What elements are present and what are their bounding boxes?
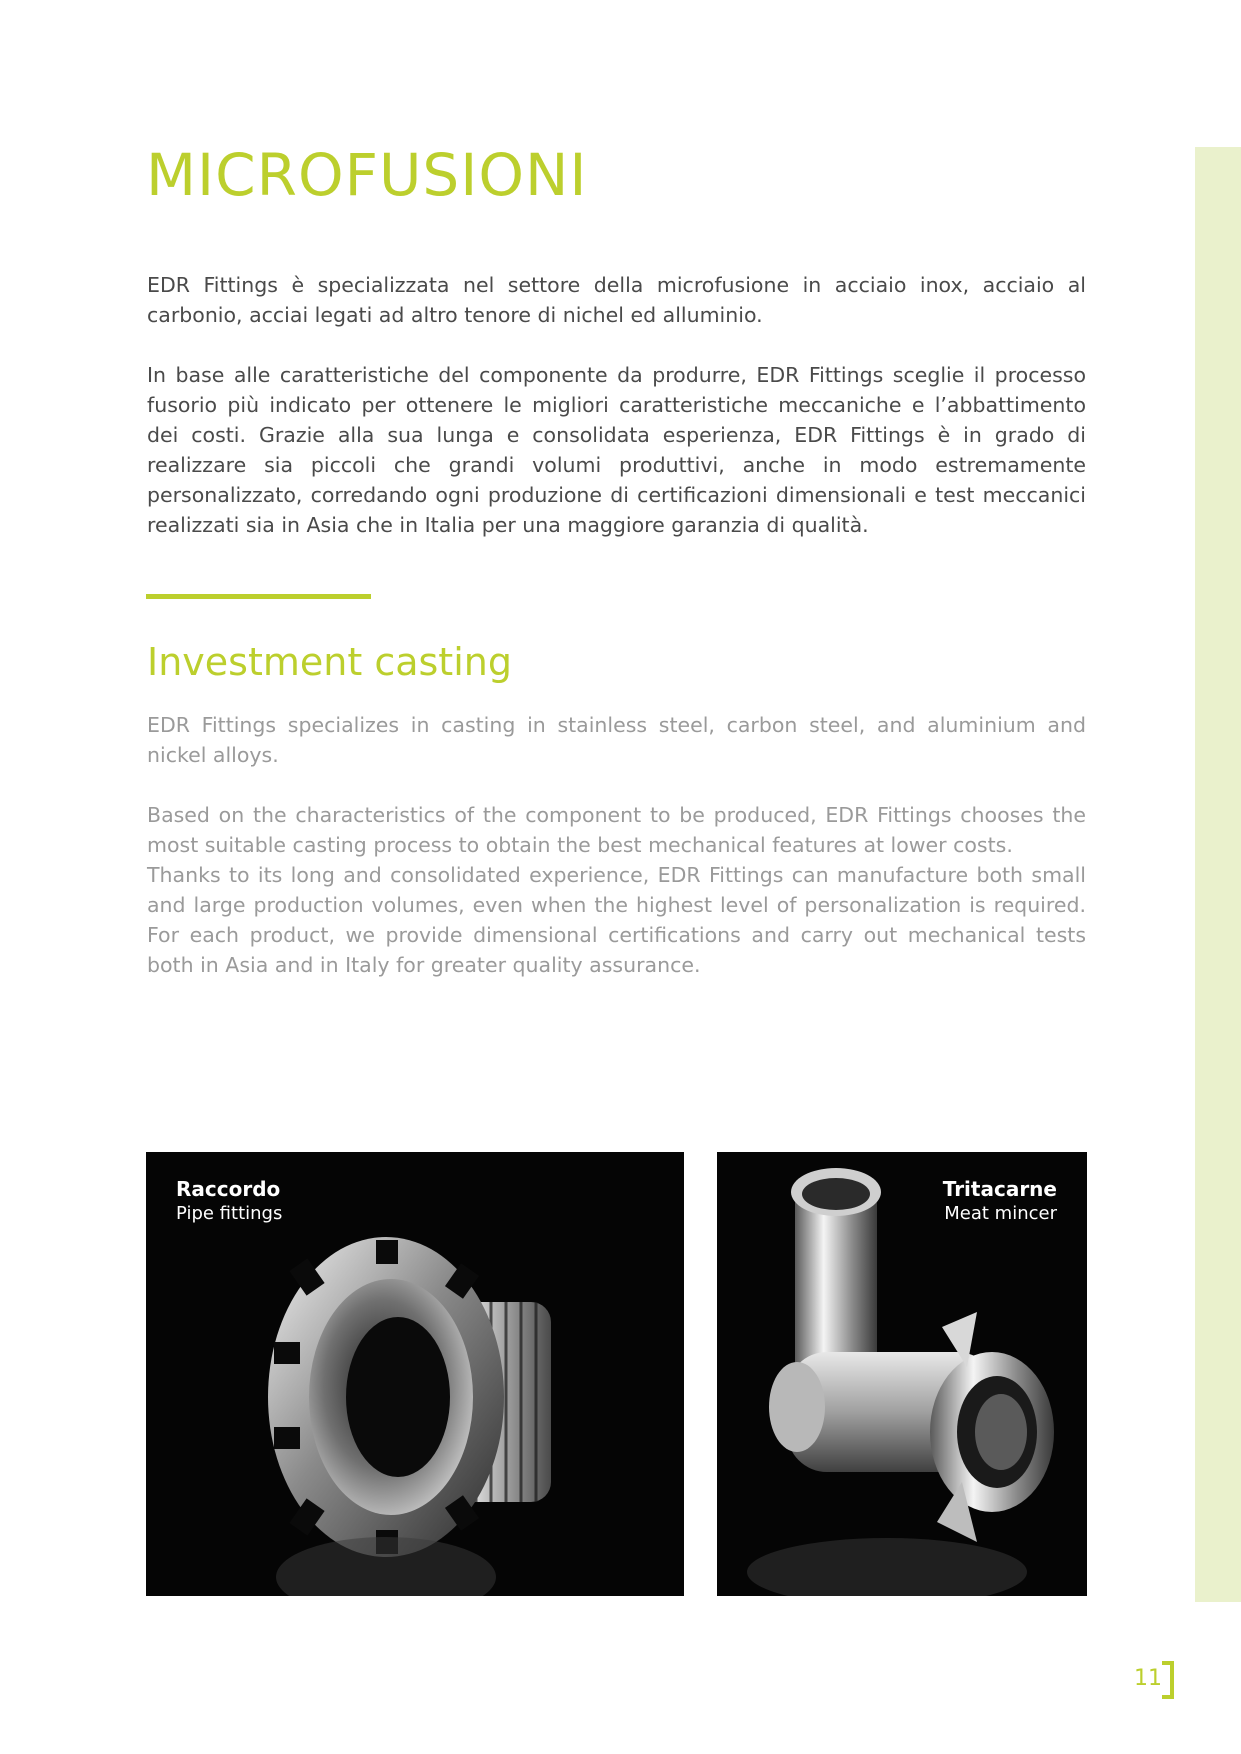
meat-mincer-title-en: Meat mincer [944,1203,1057,1224]
page-title: MICROFUSIONI [146,141,588,209]
english-subtitle: Investment casting [147,640,512,684]
meat-mincer-caption [943,1176,1057,1226]
section-divider [146,594,371,599]
english-paragraph-2: Based on the characteristics of the component to be produced, EDR Fittings chooses the most suitable casting process to obtain the best mechanical features at lower costs. [147,803,1086,857]
meat-mincer-title-it: Tritacarne [942,1177,1057,1201]
pipe-fittings-caption [176,1176,282,1226]
pipe-fittings-title-it: Raccordo [176,1177,281,1201]
meat-mincer-photo [717,1152,1087,1596]
pipe-fittings-title-en: Pipe fittings [176,1203,283,1224]
english-paragraph-1: EDR Fittings specializes in casting in stainless steel, carbon steel, and aluminium and nickel alloys. [147,713,1086,767]
side-accent-bar [1195,147,1241,1602]
page-number-bracket [1162,1661,1174,1699]
italian-paragraph-2: In base alle caratteristiche del componente da produrre, EDR Fittings sceglie il processo fusorio più indicato per ottenere le migliori caratteristiche meccaniche e l’abbattimento dei costi. Grazie alla sua lunga e consolidata esperienza, EDR Fittings è in grado di realizzare sia piccoli che grandi volumi produttivi, anche in modo estremamente personalizzato, corredando ogni produzione di certificazioni dimensionali e test meccanici realizzati sia in Asia che in Italia per una maggiore garanzia di qualità. [147,363,1086,537]
english-paragraph-3: Thanks to its long and consolidated experience, EDR Fittings can manufacture both small and large production volumes, even when the highest level of personalization is required. For each product, we provide dimensional certifications and carry out mechanical tests both in Asia and in Italy for greater quality assurance. [147,863,1086,977]
page-number: 11 [1134,1666,1162,1691]
pipe-fittings-photo [146,1152,684,1596]
italian-paragraph-1: EDR Fittings è specializzata nel settore della microfusione in acciaio inox, acciaio al carbonio, acciai legati ad altro tenore di nichel ed alluminio. [147,273,1086,327]
